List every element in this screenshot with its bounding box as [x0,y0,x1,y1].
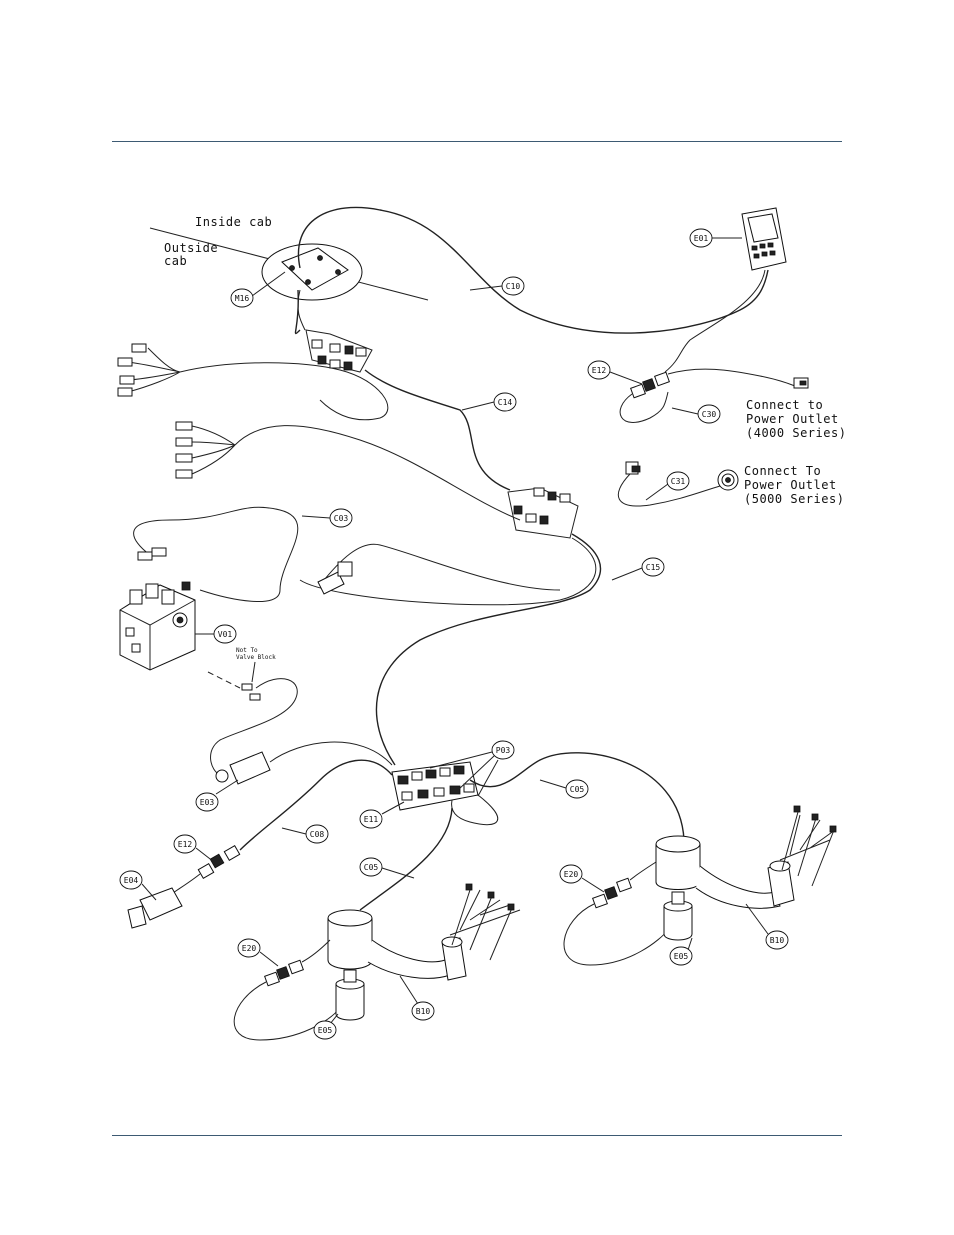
callout-c15 [612,558,664,580]
plate-bolt [318,256,323,261]
display-console-e01 [742,208,786,270]
callout-c05-right [540,780,588,798]
valve-note-leader [252,662,255,682]
svg-text:C15: C15 [645,563,661,572]
svg-text:C14: C14 [497,398,513,407]
svg-text:P03: P03 [495,746,511,755]
svg-text:E20: E20 [241,944,257,953]
note-outside-cab-line2: cab [164,254,188,268]
callout-e05-right [670,938,692,965]
note-power-5000-line1: Connect To [744,464,822,478]
sensor-pigtails-upper [118,344,388,420]
svg-text:C10: C10 [505,282,521,291]
note-valve-block-line2: Valve Block [236,654,276,661]
svg-text:C30: C30 [701,410,717,419]
svg-text:E12: E12 [591,366,607,375]
note-valve-block-line1: Not To [236,647,258,654]
callout-v01 [195,625,236,643]
sensor-pigtails-middle [176,422,520,520]
callout-e03 [196,780,238,811]
note-outside-cab-line1: Outside [164,241,219,255]
callout-e05-left [314,1014,338,1039]
plate-bolt [336,270,341,275]
svg-text:C03: C03 [333,514,349,523]
valve-block-v01 [120,582,195,670]
svg-text:B10: B10 [415,1007,431,1016]
cable-c15 [376,534,600,765]
svg-text:E01: E01 [693,234,709,243]
power-plug-5000 [718,470,738,490]
svg-text:E05: E05 [317,1026,333,1035]
sensor-e05-right [664,892,692,940]
plate-bolt [290,266,295,271]
sensor-e04 [128,888,182,928]
cable-c30 [668,369,795,386]
svg-text:C31: C31 [670,477,686,486]
hopper-assembly-left [328,884,520,980]
callout-b10-left [400,976,434,1020]
svg-text:C05: C05 [569,785,585,794]
connector-e12-top [631,372,670,398]
callout-e12-top [588,361,642,384]
sensor-e05-left [336,970,364,1020]
cable-c05-right-loop [452,795,498,825]
callout-c05-mid [360,858,414,878]
callout-c30 [672,405,720,423]
svg-text:V01: V01 [217,630,233,639]
callout-c31 [646,472,689,500]
callout-e20-right [560,865,604,892]
connector-c31 [626,462,640,474]
svg-text:C08: C08 [309,830,325,839]
note-power-4000-line3: (4000 Series) [746,426,847,440]
note-power-4000-line2: Power Outlet [746,412,839,426]
svg-text:C05: C05 [363,863,379,872]
note-inside-cab: Inside cab [195,215,273,229]
note-power-5000-line2: Power Outlet [744,478,837,492]
callout-e01 [690,229,742,247]
svg-text:E20: E20 [563,870,579,879]
power-plug-4000 [794,378,808,388]
callout-b10-right [746,904,788,949]
callout-c03 [302,509,352,527]
svg-text:M16: M16 [234,294,250,303]
cable-c14 [365,370,510,490]
connector-c03 [318,562,352,594]
valve-connector [138,552,152,560]
note-power-4000-line1: Connect to [746,398,824,412]
cable-c30-loop [620,392,668,422]
valve-fitting [242,684,260,700]
cable-e20-left [302,940,330,962]
callout-c14 [462,393,516,411]
cable-e01-tail [665,270,765,372]
callout-e20-left [238,939,278,966]
connector-cluster-middle [508,488,578,538]
connector-e20-right [593,878,632,908]
cable-c03-branch [320,544,560,590]
sensor-e03 [216,752,270,784]
connector-e12-left [198,846,239,879]
connector-e20-left [265,960,304,986]
cable-c10 [295,207,768,333]
connector-bundle-e11 [392,762,478,810]
cable-e20-right-loop [564,904,668,965]
svg-text:E04: E04 [123,876,139,885]
valve-connector [152,548,166,556]
cable-e20-right [630,862,656,880]
svg-text:E11: E11 [363,815,379,824]
callout-e12-left [174,835,214,862]
note-power-5000-line3: (5000 Series) [744,492,845,506]
callout-c08 [282,825,328,843]
svg-text:E05: E05 [673,952,689,961]
svg-text:B10: B10 [769,936,785,945]
svg-text:E12: E12 [177,840,193,849]
svg-text:E03: E03 [199,798,215,807]
callout-e11 [360,802,404,828]
plate-bolt [306,280,311,285]
valve-centerline [208,672,240,688]
